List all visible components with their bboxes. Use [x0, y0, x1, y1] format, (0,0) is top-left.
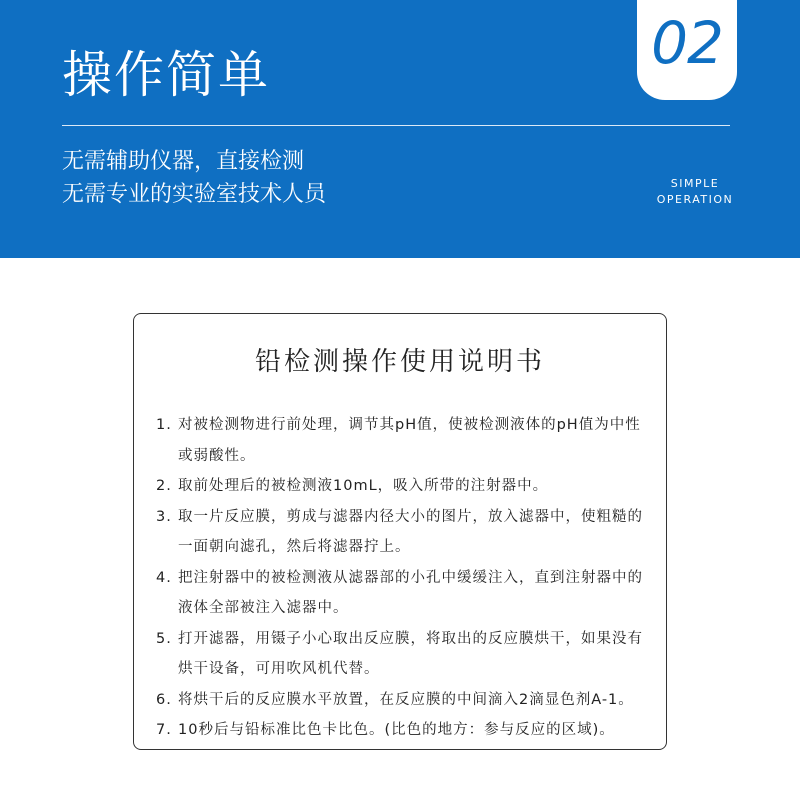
manual-card — [133, 313, 667, 750]
banner-title: 操作简单 — [62, 46, 270, 104]
tagline-line-1: SIMPLE — [670, 177, 720, 190]
number-badge — [637, 0, 737, 100]
step-text: 对被检测物进行前处理，调节其pH值，使被检测液体的pH值为中性或弱酸性。 — [178, 417, 641, 464]
tagline-line-2: OPERATION — [656, 193, 734, 206]
banner-subtitle-1: 无需辅助仪器，直接检测 — [62, 149, 305, 174]
step-item — [156, 685, 656, 716]
banner-divider — [62, 125, 730, 126]
steps-list — [156, 410, 656, 746]
step-item — [156, 502, 656, 563]
step-number: 5. — [156, 630, 172, 647]
step-text: 10秒后与铅标准比色卡比色。(比色的地方：参与反应的区域)。 — [178, 722, 615, 738]
step-number: 1. — [156, 417, 172, 433]
step-text: 把注射器中的被检测液从滤器部的小孔中缓缓注入，直到注射器中的液体全部被注入滤器中。 — [178, 569, 643, 616]
step-text: 打开滤器，用镊子小心取出反应膜，将取出的反应膜烘干，如果没有烘干设备，可用吹风机代替。 — [178, 630, 643, 677]
header-banner — [0, 0, 800, 258]
step-number: 2. — [156, 478, 172, 494]
step-text: 将烘干后的反应膜水平放置，在反应膜的中间滴入2滴显色剂A-1。 — [178, 691, 634, 708]
manual-title: 铅检测操作使用说明书 — [254, 347, 545, 377]
step-item — [156, 624, 656, 685]
step-number: 7. — [156, 722, 172, 738]
step-item — [156, 563, 656, 624]
banner-subtitle-2: 无需专业的实验室技术人员 — [62, 182, 327, 207]
step-number: 4. — [156, 569, 172, 586]
step-item — [156, 410, 656, 471]
step-text: 取前处理后的被检测液10mL，吸入所带的注射器中。 — [178, 478, 549, 494]
step-text: 取一片反应膜，剪成与滤器内径大小的图片，放入滤器中，使粗糙的一面朝向滤孔，然后将滤器拧上。 — [178, 508, 643, 555]
step-item — [156, 715, 656, 746]
step-item — [156, 471, 656, 502]
step-number: 3. — [156, 508, 172, 525]
step-number: 6. — [156, 691, 172, 708]
badge-number: 02 — [651, 9, 723, 77]
